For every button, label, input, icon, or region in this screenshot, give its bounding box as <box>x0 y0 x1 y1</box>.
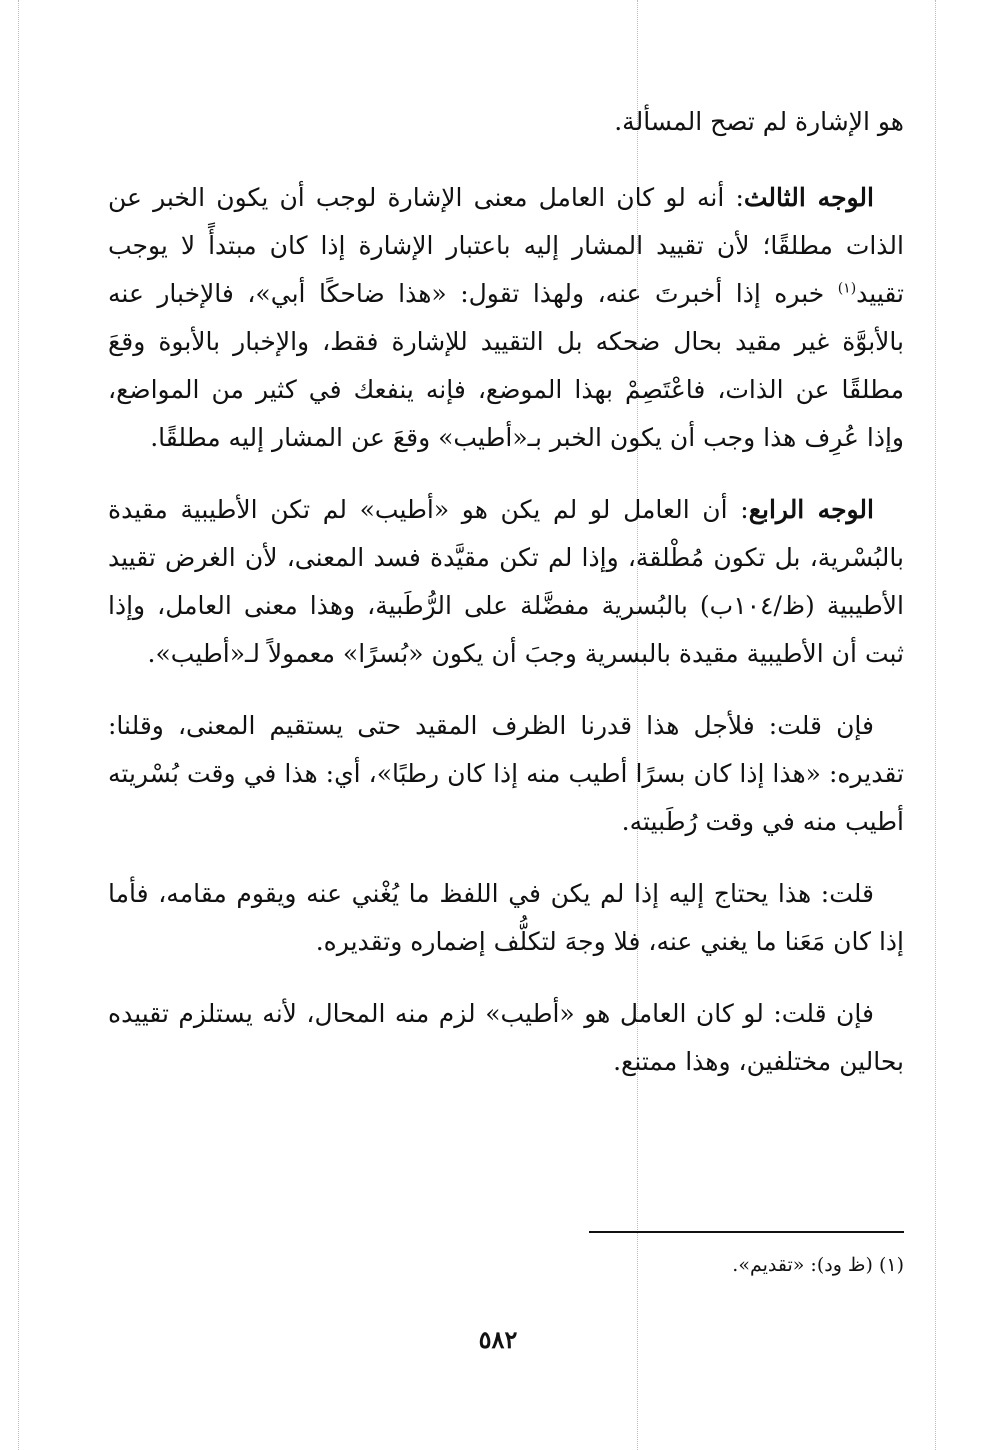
paragraph-text: : أنه لو كان العامل معنى الإشارة لوجب أن يكون الخبر عن الذات مطلقًا؛ لأن تقييد المشار إليه باعتبار الإشارة إذا كان مبتدأً لا يوجب تقييد <box>108 183 904 308</box>
page-body <box>108 98 904 1110</box>
paragraph-reply <box>108 870 904 966</box>
paragraph-text: : أن العامل لو لم يكن هو «أطيب» لم تكن الأطيبية مقيدة بالبُسْرية، بل تكون مُطْلقة، وإذا لم تكن مقيَّدة فسد المعنى، لأن الغرض تقييد الأطيبية (ظ/١٠٤ب) بالبُسرية مفضَّلة على الرُّطَبية، وهذا معنى العامل، وإذا ثبت أن الأطيبية مقيدة بالبسرية وجبَ أن يكون «بُسرًا» معمولاً لـ«أطيب». <box>108 495 904 668</box>
paragraph-objection <box>108 702 904 846</box>
footnote: (١) (ظ ود): «تقديم». <box>732 1254 904 1276</box>
paragraph-third-aspect <box>108 174 904 462</box>
paragraph-second-objection <box>108 990 904 1086</box>
footnote-separator <box>589 1231 904 1233</box>
paragraph-text: فإن قلت: فلأجل هذا قدرنا الظرف المقيد حتى يستقيم المعنى، وقلنا: تقديره: «هذا إذا كان بسرًا أطيب منه إذا كان رطبًا»، أي: هذا في وقت بُسْريته أطيب منه في وقت رُطَبيته. <box>108 711 904 836</box>
footnote-reference: (١) <box>837 280 857 297</box>
paragraph-text: فإن قلت: لو كان العامل هو «أطيب» لزم منه المحال، لأنه يستلزم تقييده بحالين مختلفين، وهذا ممتنع. <box>108 999 904 1076</box>
paragraph-fourth-aspect <box>108 486 904 678</box>
paragraph-heading: الوجه الرابع <box>748 495 874 524</box>
scan-guide-line <box>935 0 936 1450</box>
paragraph-text: قلت: هذا يحتاج إليه إذا لم يكن في اللفظ ما يُغْني عنه ويقوم مقامه، فأما إذا كان مَعَنا ما يغني عنه، فلا وجهَ لتكلُّف إضماره وتقديره. <box>108 879 904 956</box>
scan-guide-line <box>18 0 19 1450</box>
page-number: ٥٨٢ <box>478 1325 518 1354</box>
paragraph-heading: الوجه الثالث <box>743 183 874 212</box>
paragraph-text: هو الإشارة لم تصح المسألة. <box>614 107 904 136</box>
paragraph-continuation <box>108 98 904 146</box>
paragraph-text-continued: خبره إذا أخبرتَ عنه، ولهذا تقول: «هذا ضاحكًا أبي»، فالإخبار عنه بالأبوَّة غير مقيد بحال ضحكه بل التقييد للإشارة فقط، والإخبار بالأبوة وقعَ مطلقًا عن الذات، فاعْتَصِمْ بهذا الموضع، فإنه ينفعك في كثير من المواضع، وإذا عُرِف هذا وجب أن يكون الخبر بـ«أطيب» وقعَ عن المشار إليه مطلقًا. <box>108 279 904 452</box>
